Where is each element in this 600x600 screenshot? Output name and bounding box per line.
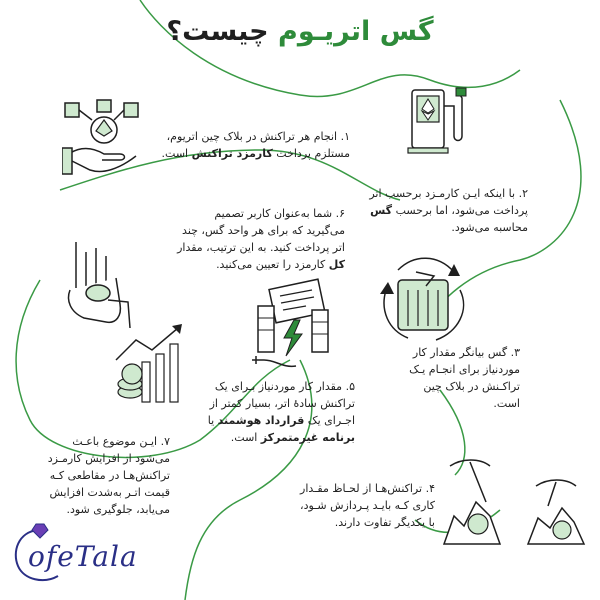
step-text: شما به‌عنوان کاربر تصمیم می‌گیرید که برای هر واحد گس، چند اتر پرداخت کنید. به این ترتیب، مقدار <box>177 207 345 254</box>
step-number: ۶. <box>335 207 345 220</box>
step-number: ۱. <box>340 130 350 143</box>
step-suffix: کارمزد را تعیین می‌کنید. <box>216 258 326 271</box>
step-bold-2: برنامه غیرمتمرکز <box>260 431 355 444</box>
title-green: گس اتریـوم <box>278 16 434 47</box>
brand-logo-text: ofeTala <box>28 540 138 573</box>
step-number: ۲. <box>518 187 528 200</box>
mining-pickaxe-icon <box>440 456 590 548</box>
step-text: ایـن موضوع باعـث می‌شود از افزایش کارمـزد تراکنش‌هـا در مقاطعی کـه قیمت اتـر به‌شدت افزایش می‌یابد، جلوگیری شود. <box>47 435 170 516</box>
step-bold: کل <box>328 258 345 271</box>
step-6 <box>175 205 345 273</box>
step-number: ۳. <box>510 346 520 359</box>
step-text: مقدار کار موردنیاز بـرای یک تراکنش سادۀ اتر، بسیار کمتر از اجـرای یک <box>209 380 355 427</box>
step-bold: کارمزد تراکنش <box>191 147 273 160</box>
step-suffix: محاسبه می‌شود. <box>451 221 528 234</box>
step-text: با اینکه ایـن کارمـزد برحسب اتر پرداخت می‌شود، اما برحسب <box>369 187 528 217</box>
ethereum-hand-icon <box>62 98 148 180</box>
step-mid: یا <box>207 414 215 427</box>
step-2 <box>368 185 528 236</box>
step-number: ۷. <box>160 435 170 448</box>
step-suffix: است. <box>230 431 258 444</box>
step-text: تراکنش‌هـا از لحـاظ مقـدار کاری کـه بایـد پـردازش شـود، با یکدیگر تفاوت دارند. <box>300 482 435 529</box>
step-bold: گس <box>370 204 393 217</box>
document-lightning-icon <box>242 276 342 376</box>
step-bold: قرارداد هوشمند <box>217 414 305 427</box>
step-1 <box>150 128 350 162</box>
step-3 <box>405 344 520 412</box>
growth-chart-coin-icon <box>112 322 196 408</box>
title-black: چیست؟ <box>166 16 269 47</box>
step-5 <box>205 378 355 446</box>
page-title <box>150 16 450 47</box>
recycle-miner-icon <box>378 250 468 346</box>
step-number: ۵. <box>345 380 355 393</box>
step-text: گس بیانگر مقدار کار موردنیاز برای انجـام یـک تراکـنش در بلاک چین است. <box>409 346 520 410</box>
step-4 <box>300 480 435 531</box>
step-7 <box>40 433 170 518</box>
hand-coin-icon <box>58 238 138 330</box>
gas-pump-icon <box>404 84 470 156</box>
step-text: انجام هر تراکنش در بلاک چین اتریوم، مستلزم پرداخت <box>166 130 350 160</box>
step-suffix: است. <box>161 147 189 160</box>
step-number: ۴. <box>425 482 435 495</box>
